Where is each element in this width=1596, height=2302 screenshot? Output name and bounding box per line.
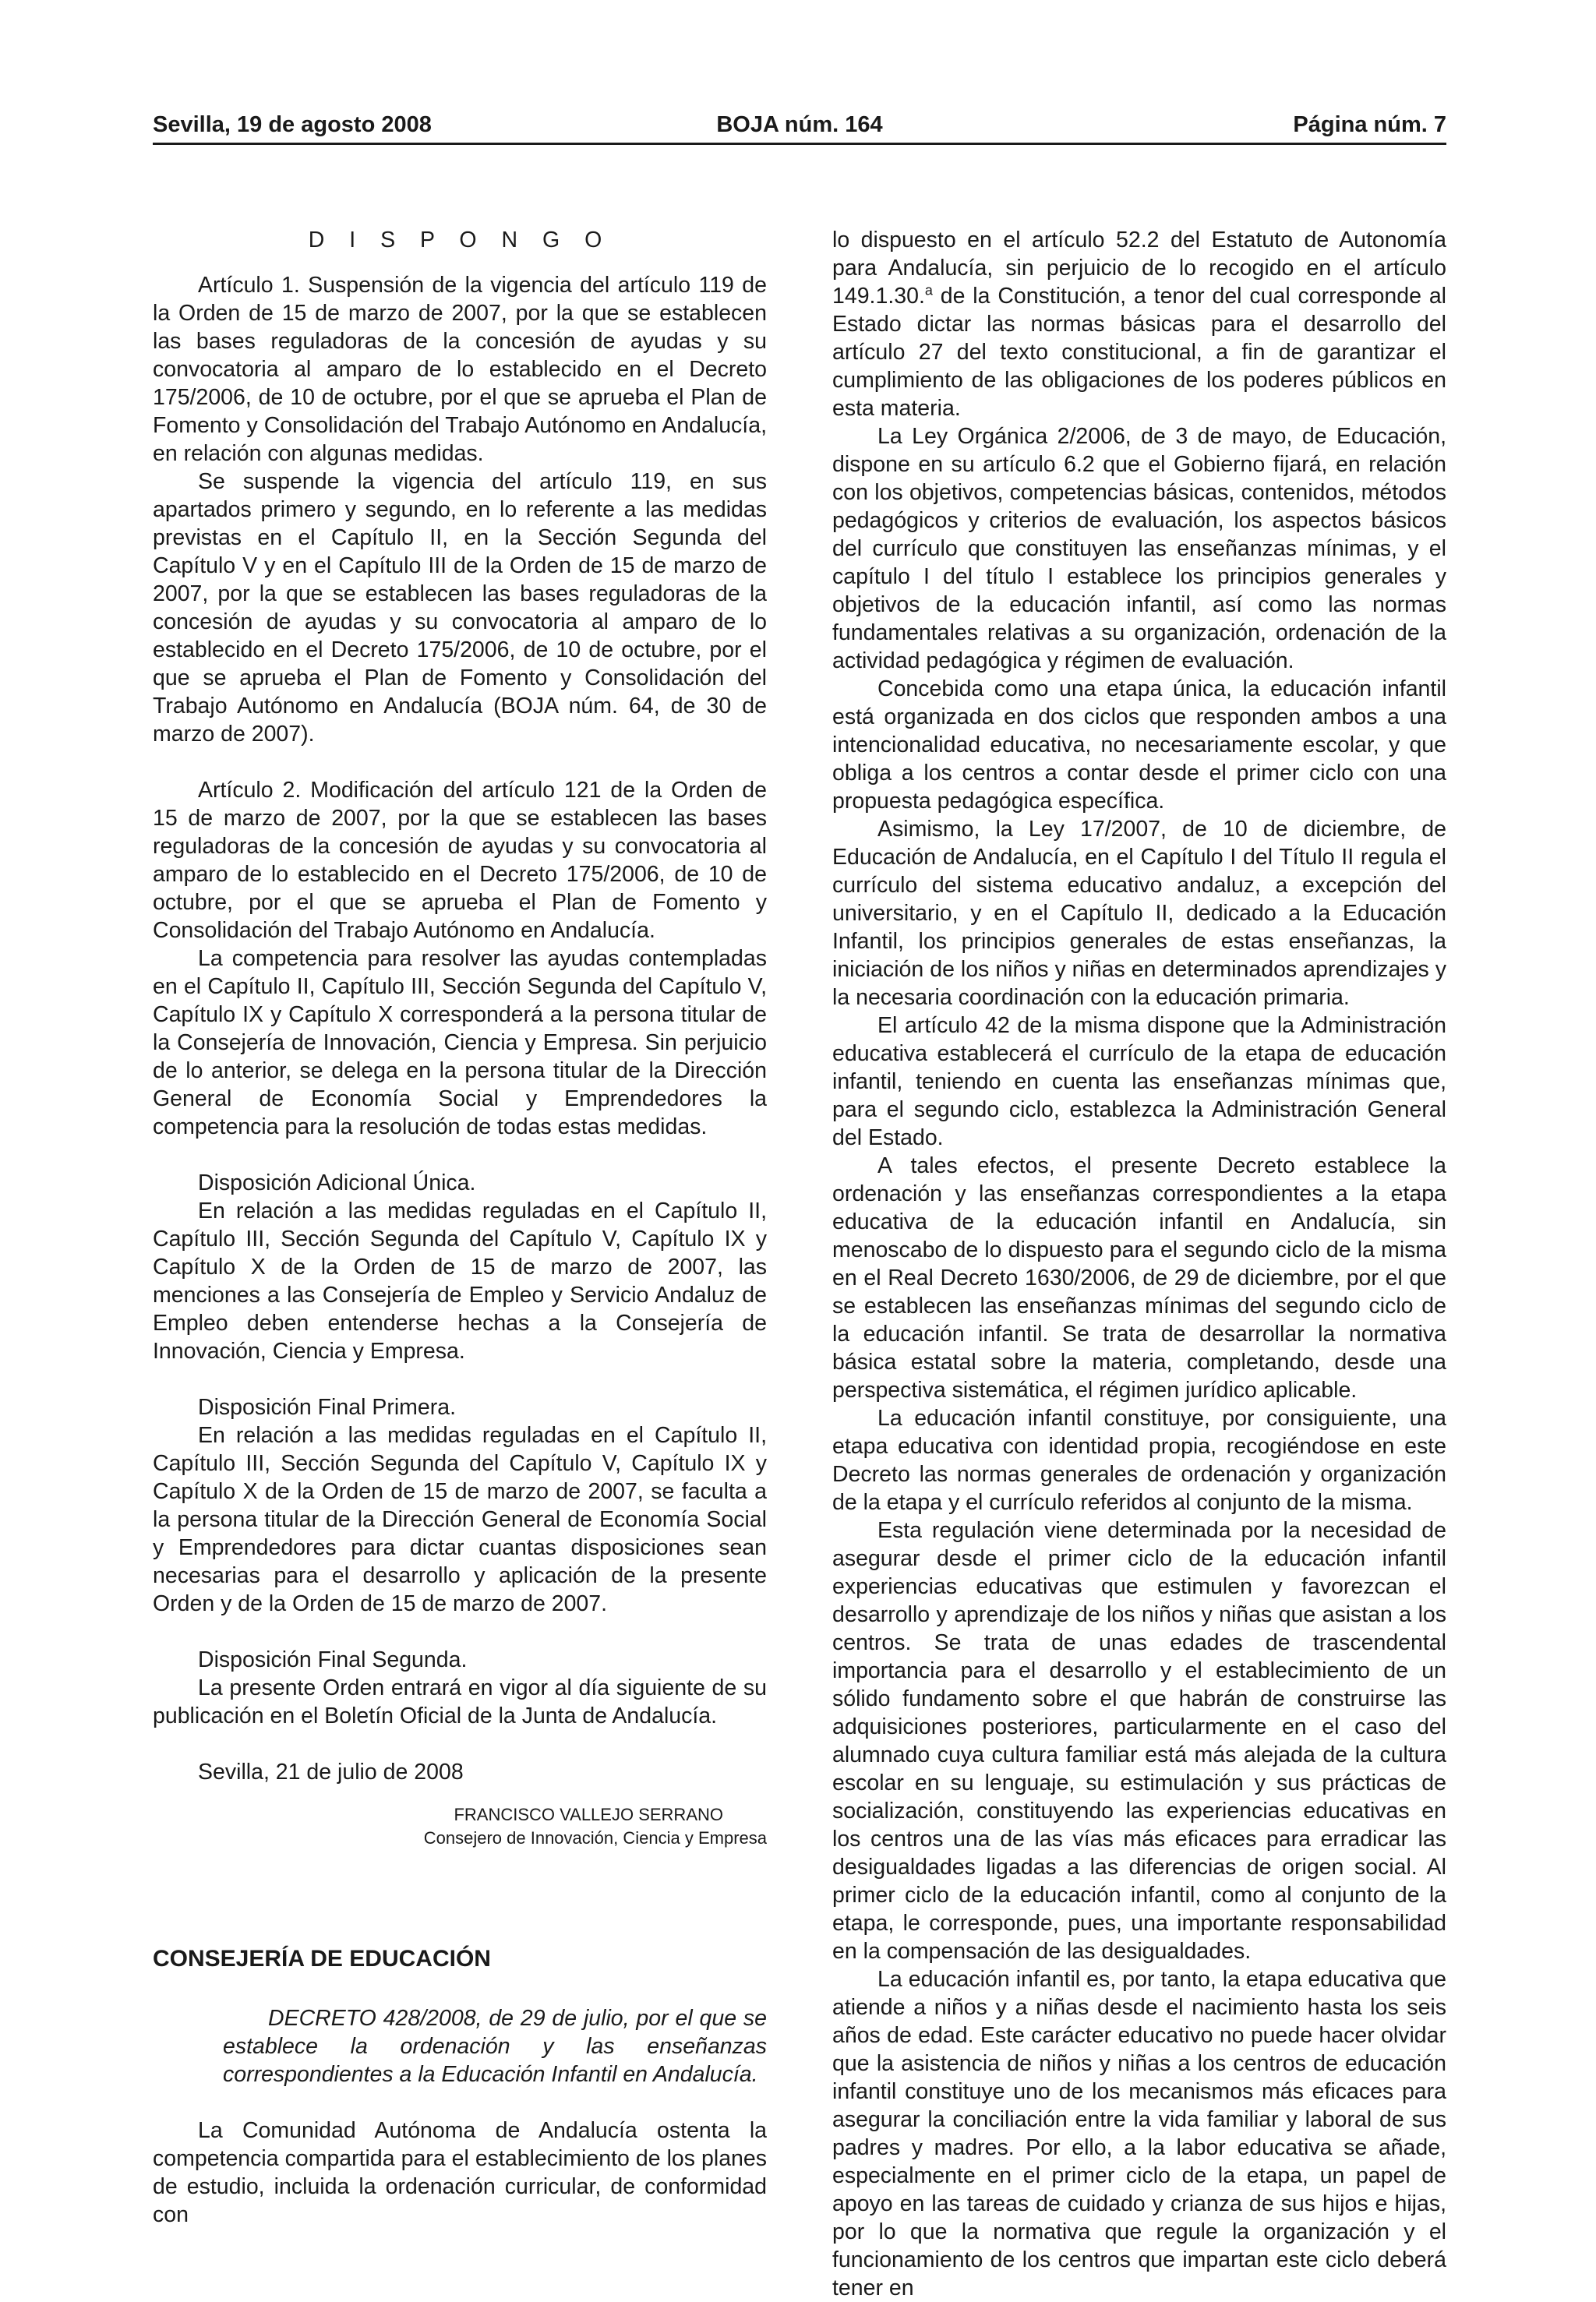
final-provision-2-title: Disposición Final Segunda. [198,1647,468,1672]
decree-paragraph-3: Concebida como una etapa única, la educación infantil está organizada en dos ciclos que responden ambos a una intencionalidad educativa, no necesariamente escolar, y que obliga a los centros a contar desde el primer ciclo con una propuesta pedagógica específica. [832,676,1446,814]
signer-role: Consejero de Innovación, Ciencia y Empresa [423,1828,767,1848]
decree-paragraph-1-continued [832,226,1446,422]
paragraph-text: lo dispuesto en el artículo 52.2 del Estatuto de Autonomía para Andalucía, sin perjuicio de lo recogido en el artículo 149.1.30. [832,228,1446,309]
article-2-text: La competencia para resolver las ayudas contempladas en el Capítulo II, Capítulo III, Sección Segunda del Capítulo V, Capítulo IX y Capítulo X corresponderá a la persona titular de la Consejería de Innovación, Ciencia y Empresa. Sin perjuicio de lo anterior, se delega en la persona titular de la Dirección General de Economía Social y Emprendedores la competencia para la resolución de todas estas medidas. [153,946,767,1139]
final-provision-1-title: Disposición Final Primera. [198,1395,457,1420]
final-provision-1-text: En relación a las medidas reguladas en el Capítulo II, Capítulo III, Sección Segunda del Capítulo V, Capítulo IX y Capítulo X de la Orden de 15 de marzo de 2007, se faculta a la persona titular de la Dirección General de Economía Social y Emprendedores para dictar cuantas disposiciones sean necesarias para el desarrollo y aplicación de la presente Orden y de la Orden de 15 de marzo de 2007. [153,1423,767,1616]
dispongo-heading: D I S P O N G O [308,228,612,252]
header-page-number: Página núm. 7 [1293,112,1446,137]
additional-provision-title: Disposición Adicional Única. [198,1170,476,1195]
superscript-ordinal: a [924,282,933,298]
decree-title: DECRETO 428/2008, de 29 de julio, por el que se establece la ordenación y las enseñanzas correspondientes a la Educación Infantil en Andalucía. [223,2006,767,2087]
header-bulletin-number: BOJA núm. 164 [716,112,883,137]
page-header [153,111,1446,145]
decree-paragraph-7: La educación infantil constituye, por consiguiente, una etapa educativa con identidad propia, recogiéndose en este Decreto las normas generales de ordenación y organización de la etapa y el currículo referidos al conjunto de la misma. [832,1406,1446,1515]
decree-paragraph-2: La Ley Orgánica 2/2006, de 3 de mayo, de Educación, dispone en su artículo 6.2 que el Gobierno fijará, en relación con los objetivos, competencias básicas, contenidos, métodos pedagógicos y criterios de evaluación, los aspectos básicos del currículo que constituyen las enseñanzas mínimas, y el capítulo I del título I establece los principios generales y objetivos de la educación infantil, así como las normas fundamentales relativas a su organización, ordenación de la actividad pedagógica y régimen de evaluación. [832,424,1446,673]
decree-paragraph-1: La Comunidad Autónoma de Andalucía ostenta la competencia compartida para el establecimiento de los planes de estudio, incluida la ordenación curricular, de conformidad con [153,2118,767,2227]
decree-paragraph-5: El artículo 42 de la misma dispone que la Administración educativa establecerá el currículo de la etapa de educación infantil, teniendo en cuenta las enseñanzas mínimas que, para el segundo ciclo, establezca la Administración General del Estado. [832,1013,1446,1150]
paragraph-text: de la Constitución, a tenor del cual corresponde al Estado dictar las normas básicas para el desarrollo del artículo 27 del texto constitucional, a fin de garantizar el cumplimiento de las obligaciones de los poderes públicos en esta materia. [832,284,1446,421]
article-1-title: Artículo 1. Suspensión de la vigencia del artículo 119 de la Orden de 15 de marzo de 2007, por la que se establecen las bases reguladoras de la concesión de ayudas y su convocatoria al amparo de lo establecido en el Decreto 175/2006, de 10 de octubre, por el que se aprueba el Plan de Fomento y Consolidación del Trabajo Autónomo en Andalucía, en relación con algunas medidas. [153,273,767,466]
signer-name: FRANCISCO VALLEJO SERRANO [454,1805,723,1824]
decree-paragraph-9: La educación infantil es, por tanto, la etapa educativa que atiende a niños y a niñas desde el nacimiento hasta los seis años de edad. Este carácter educativo no puede hacer olvidar que la asistencia de niños y niñas a los centros de educación infantil constituye uno de los mecanismos más eficaces para asegurar la conciliación entre la vida familiar y laboral de sus padres y madres. Por ello, a la labor educativa se añade, especialmente en el primer ciclo de la etapa, un papel de apoyo en las tareas de cuidado y crianza de sus hijos e hijas, por lo que la normativa que regule la organización y el funcionamiento de los centros que impartan este ciclo deberá tener en [832,1967,1446,2300]
right-column [832,226,1446,2302]
section-title: CONSEJERÍA DE EDUCACIÓN [153,1946,491,1972]
left-column [153,226,767,2229]
header-date: Sevilla, 19 de agosto 2008 [153,112,432,137]
decree-paragraph-4: Asimismo, la Ley 17/2007, de 10 de diciembre, de Educación de Andalucía, en el Capítulo I del Título II regula el currículo del sistema educativo andaluz, a excepción del universitario, y en el Capítulo II, dedicado a la Educación Infantil, los principios generales de estas enseñanzas, la iniciación de los niños y niñas en determinados aprendizajes y la necesaria coordinación con la educación primaria. [832,817,1446,1010]
signature-date: Sevilla, 21 de julio de 2008 [198,1760,464,1785]
final-provision-2-text: La presente Orden entrará en vigor al día siguiente de su publicación en el Boletín Oficial de la Junta de Andalucía. [153,1675,767,1728]
decree-paragraph-8: Esta regulación viene determinada por la necesidad de asegurar desde el primer ciclo de la educación infantil experiencias educativas que estimulen y favorezcan el desarrollo y aprendizaje de los niños y niñas que asistan a los centros. Se trata de unas edades de trascendental importancia para el desarrollo y el establecimiento de un sólido fundamento sobre el que habrán de construirse las adquisiciones posteriores, particularmente en el caso del alumnado cuya cultura familiar está más alejada de la cultura escolar en su lenguaje, su estimulación y sus prácticas de socialización, constituyendo las experiencias educativas en los centros una de las vías más eficaces para erradicar las desigualdades ligadas a las diferencias de origen social. Al primer ciclo de la educación infantil, como al conjunto de la etapa, le corresponde, pues, una importante responsabilidad en la compensación de las desigualdades. [832,1518,1446,1964]
additional-provision-text: En relación a las medidas reguladas en el Capítulo II, Capítulo III, Sección Segunda del Capítulo V, Capítulo IX y Capítulo X de la Orden de 15 de marzo de 2007, las menciones a las Consejería de Empleo y Servicio Andaluz de Empleo deben entenderse hechas a la Consejería de Innovación, Ciencia y Empresa. [153,1199,767,1364]
article-1-text: Se suspende la vigencia del artículo 119, en sus apartados primero y segundo, en lo referente a las medidas previstas en el Capítulo II, en la Sección Segunda del Capítulo V y en el Capítulo III de la Orden de 15 de marzo de 2007, por la que se establecen las bases reguladoras de la concesión de ayudas y su convocatoria al amparo de lo establecido en el Decreto 175/2006, de 10 de octubre, por el que se aprueba el Plan de Fomento y Consolidación del Trabajo Autónomo en Andalucía (BOJA núm. 64, de 30 de marzo de 2007). [153,469,767,747]
article-2-title: Artículo 2. Modificación del artículo 121 de la Orden de 15 de marzo de 2007, por la que se establecen las bases reguladoras de la concesión de ayudas y su convocatoria al amparo de lo establecido en el Decreto 175/2006, de 10 de octubre, por el que se aprueba el Plan de Fomento y Consolidación del Trabajo Autónomo en Andalucía. [153,778,767,943]
decree-paragraph-6: A tales efectos, el presente Decreto establece la ordenación y las enseñanzas correspondientes a la etapa educativa de la educación infantil en Andalucía, sin menoscabo de lo dispuesto para el segundo ciclo de la misma en el Real Decreto 1630/2006, de 29 de diciembre, por el que se establecen las enseñanzas mínimas del segundo ciclo de la educación infantil. Se trata de desarrollar la normativa básica estatal sobre la materia, completando, desde una perspectiva sistemática, el régimen jurídico aplicable. [832,1153,1446,1403]
